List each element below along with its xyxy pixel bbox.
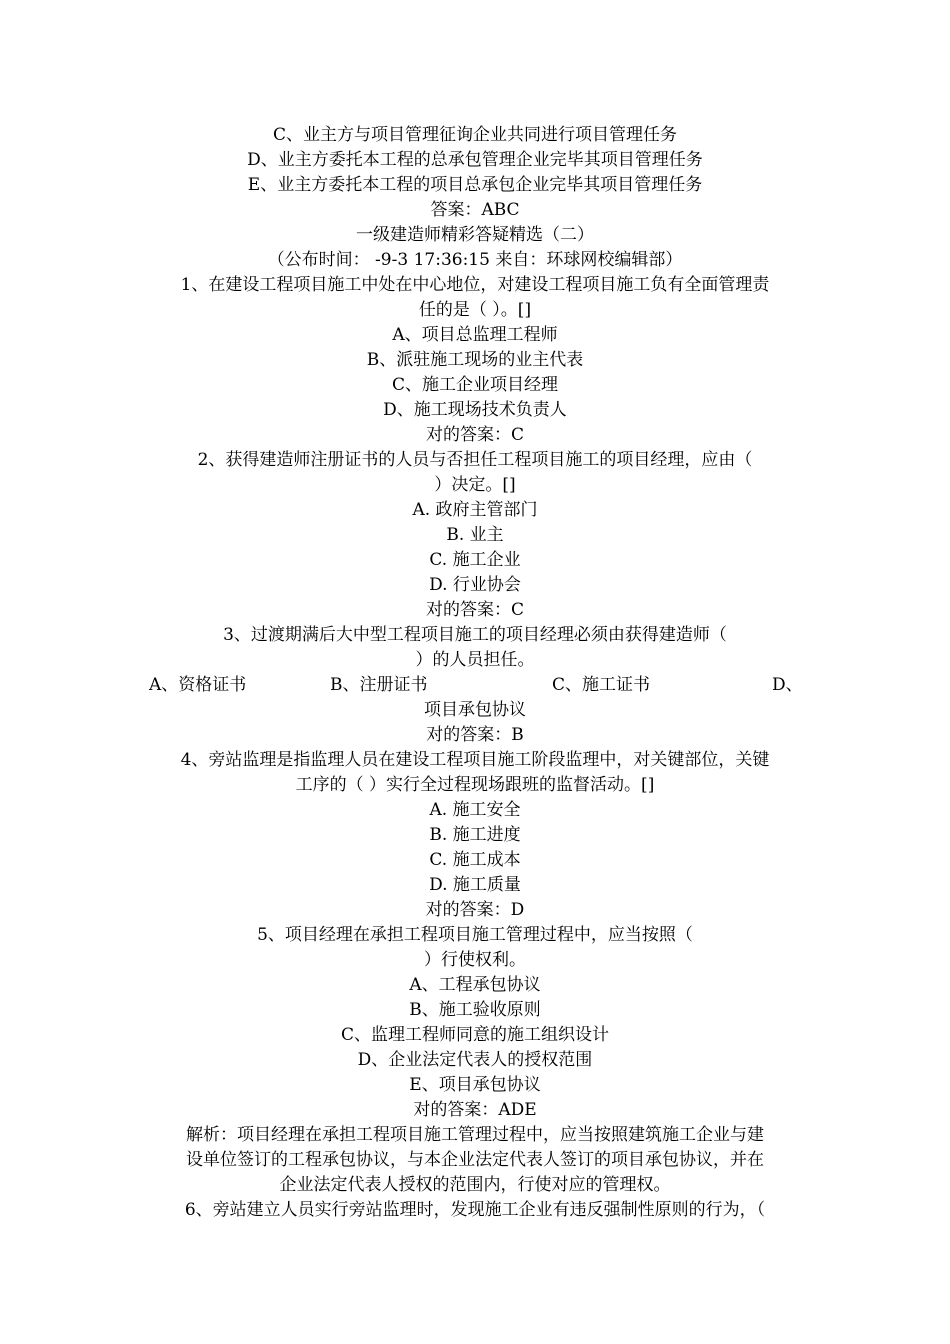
text-line: 1、在建设工程项目施工中处在中心地位，对建设工程项目施工负有全面管理责 (180, 275, 770, 295)
text-line: A. 施工安全 (429, 800, 521, 820)
q3-option-c: C、施工证书 (552, 675, 651, 695)
text-line: A. 政府主管部门 (412, 500, 538, 520)
text-line: D、施工现场技术负责人 (383, 400, 567, 420)
q3-option-d: D、 (772, 675, 803, 695)
text-line: 任的是（ ）。[] (418, 300, 532, 320)
text-line: ）的人员担任。 (415, 650, 535, 670)
q3-option-a: A、资格证书 (149, 675, 247, 695)
bottom-lines (140, 698, 810, 1223)
text-line: ）行使权利。 (424, 950, 526, 970)
text-line: （公布时间： -9-3 17:36:15 来自：环球网校编辑部） (267, 250, 683, 270)
text-line: 答案：ABC (430, 200, 520, 220)
text-line: D. 施工质量 (429, 875, 521, 895)
text-line: 4、旁站监理是指监理人员在建设工程项目施工阶段监理中，对关键部位，关键 (180, 750, 770, 770)
text-line: C. 施工企业 (429, 550, 521, 570)
text-line: 2、获得建造师注册证书的人员与否担任工程项目施工的项目经理，应由（ (197, 450, 753, 470)
text-line: C、业主方与项目管理征询企业共同进行项目管理任务 (272, 125, 677, 145)
text-line: 6、旁站建立人员实行旁站监理时，发现施工企业有违反强制性原则的行为，（ (184, 1200, 766, 1220)
text-line: D、业主方委托本工程的总承包管理企业完毕其项目管理任务 (247, 150, 703, 170)
text-line: 设单位签订的工程承包协议，与本企业法定代表人签订的项目承包协议，并在 (186, 1150, 764, 1170)
text-line: C、监理工程师同意的施工组织设计 (340, 1025, 609, 1045)
text-line: 对的答案：ADE (413, 1100, 537, 1120)
text-line: 对的答案：B (426, 725, 524, 745)
text-line: 3、过渡期满后大中型工程项目施工的项目经理必须由获得建造师（ (223, 625, 727, 645)
text-line: 解析：项目经理在承担工程项目施工管理过程中，应当按照建筑施工企业与建 (186, 1125, 764, 1145)
text-line: 对的答案：D (425, 900, 525, 920)
text-line: E、业主方委托本工程的项目总承包企业完毕其项目管理任务 (247, 175, 703, 195)
text-line: B、施工验收原则 (409, 1000, 541, 1020)
top-lines (140, 123, 810, 673)
text-line: 企业法定代表人授权的范围内，行使对应的管理权。 (279, 1175, 671, 1195)
text-line: 对的答案：C (425, 425, 524, 445)
text-line: ）决定。[] (434, 475, 516, 495)
text-line: A、项目总监理工程师 (392, 325, 558, 345)
text-line: E、项目承包协议 (409, 1075, 541, 1095)
text-line: C、施工企业项目经理 (391, 375, 558, 395)
text-line: 一级建造师精彩答疑精选（二） (356, 225, 594, 245)
q3-option-b: B、注册证书 (330, 675, 428, 695)
document-body (140, 123, 810, 1223)
text-line: D. 行业协会 (429, 575, 521, 595)
text-line: B. 施工进度 (429, 825, 521, 845)
text-line: C. 施工成本 (429, 850, 521, 870)
text-line: B. 业主 (446, 525, 504, 545)
text-line: 工序的（ ）实行全过程现场跟班的监督活动。[] (295, 775, 655, 795)
text-line: A、工程承包协议 (409, 975, 541, 995)
text-line: D、企业法定代表人的授权范围 (357, 1050, 593, 1070)
text-line: 对的答案：C (425, 600, 524, 620)
text-line: 项目承包协议 (424, 700, 526, 720)
q3-options-row (140, 673, 810, 698)
text-line: 5、项目经理在承担工程项目施工管理过程中，应当按照（ (257, 925, 693, 945)
text-line: B、派驻施工现场的业主代表 (366, 350, 584, 370)
